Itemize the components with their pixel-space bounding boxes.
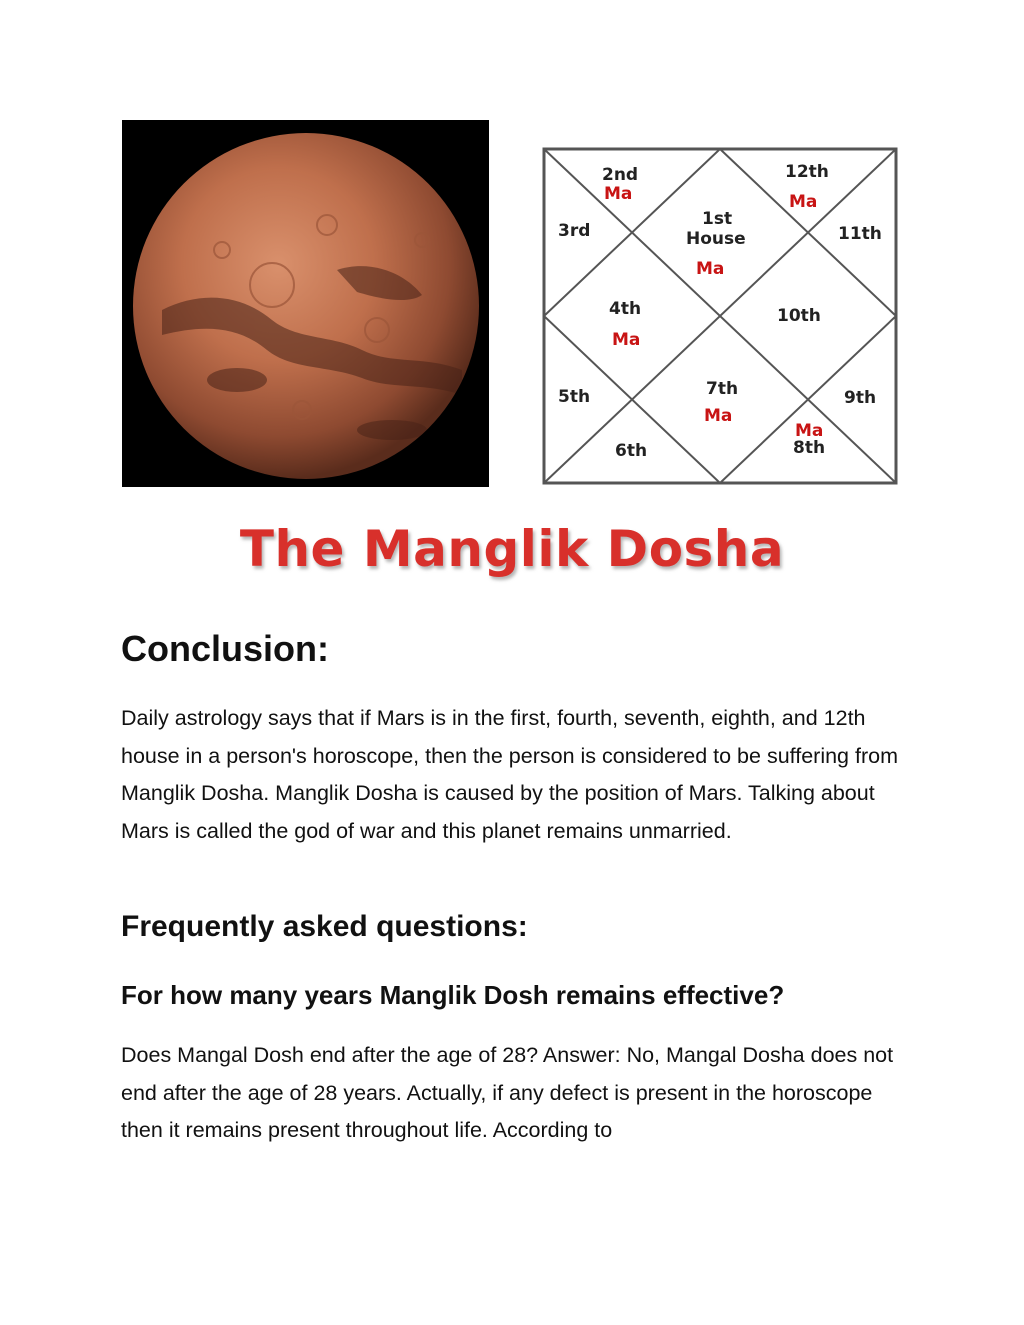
horoscope-chart — [541, 146, 899, 486]
house-3-label: 3rd — [558, 221, 591, 241]
house-11-label: 11th — [838, 224, 882, 244]
conclusion-heading: Conclusion: — [121, 628, 329, 669]
banner-title: The Manglik Dosha — [239, 520, 785, 578]
faq-heading: Frequently asked questions: — [121, 910, 528, 943]
house-7-mars: Ma — [704, 406, 733, 426]
mars-planet-image — [122, 120, 489, 487]
faq-answer: Does Mangal Dosh end after the age of 28? Answer: No, Mangal Dosha does not end after the age of 28 years. Actually, if any defect is present in the horoscope then it remains present throughout life. According to — [121, 1043, 894, 1143]
house-1-label: 1st — [702, 209, 733, 229]
house-4-mars: Ma — [612, 330, 641, 350]
house-12-mars: Ma — [789, 192, 818, 212]
house-8-mars: Ma — [795, 421, 824, 441]
house-5-label: 5th — [558, 387, 591, 407]
conclusion-paragraph: Daily astrology says that if Mars is in the first, fourth, seventh, eighth, and 12th house in a person's horoscope, then the person is considered to be suffering from Manglik Dosha. Manglik Dosha is caused by the position of Mars. Talking about Mars is called the god of war and this planet remains unmarried. — [121, 706, 898, 843]
house-1-label-sub: House — [686, 229, 746, 249]
house-2-mars: Ma — [604, 184, 633, 204]
house-9-label: 9th — [844, 388, 877, 408]
house-7-label: 7th — [706, 379, 739, 399]
faq-question: For how many years Manglik Dosh remains effective? — [121, 980, 785, 1010]
house-6-label: 6th — [615, 441, 648, 461]
house-1-mars: Ma — [696, 259, 725, 279]
house-12-label: 12th — [785, 162, 829, 182]
house-4-label: 4th — [609, 299, 642, 319]
house-2-label: 2nd — [602, 165, 639, 185]
house-10-label: 10th — [777, 306, 821, 326]
house-8-label: 8th — [793, 438, 826, 458]
